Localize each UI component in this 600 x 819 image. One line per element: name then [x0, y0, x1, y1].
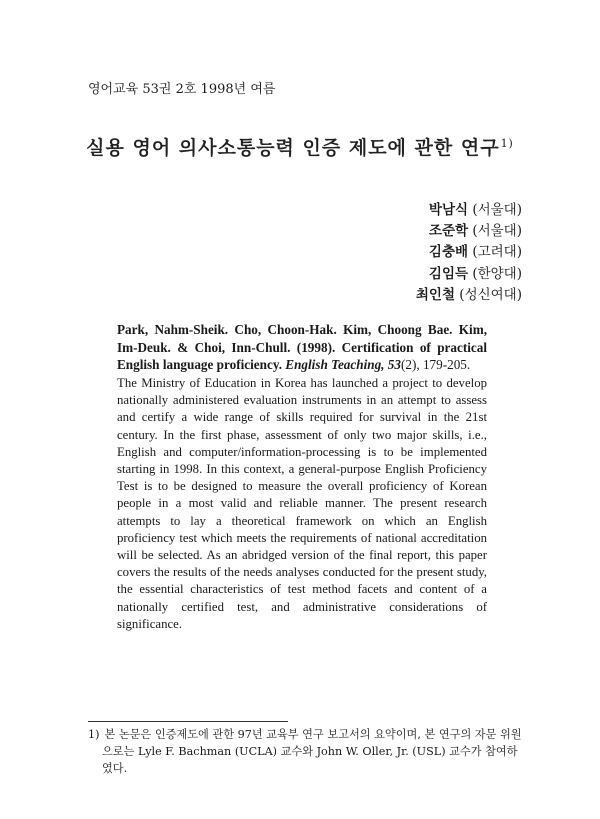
title-footnote-mark: 1) — [500, 136, 514, 150]
author-name: 박남식 — [428, 202, 469, 218]
author-affiliation: (서울대) — [472, 202, 522, 218]
author-affiliation: (고려대) — [472, 244, 522, 261]
paper-title — [0, 133, 600, 160]
running-head: 영어교육 53권 2호 1998년 여름 — [88, 82, 276, 97]
footnote — [88, 726, 528, 777]
author-affiliation: (한양대) — [472, 265, 522, 282]
footnote-line-1 — [88, 726, 528, 743]
citation-authors: Park, Nahm-Sheik. Cho, Choon-Hak. Kim, Choong Bae. Kim, Im-Deuk. & Choi, Inn-Chull. (1998). Certification of practical English language proficiency. — [117, 322, 487, 372]
footnote-line-2: 으로는 Lyle F. Bachman (UCLA) 교수와 John W. Oller, Jr. (USL) 교수가 참여하였다. — [102, 745, 518, 775]
author-name: 김충배 — [428, 244, 469, 261]
author-entry — [416, 285, 522, 306]
author-entry — [416, 264, 522, 285]
citation-journal: English Teaching, 53 — [285, 357, 401, 372]
author-name: 최인철 — [415, 286, 455, 303]
abstract: The Ministry of Education in Korea has launched a project to develop nationally administered evaluation instruments in an attempt to assess and certify a wide range of skills required for survival in the 21st century. In the first phase, assessment of only two major skills, i.e., English and computer/information-processing is to be implemented starting in 1998. In this context, a general-purpose English Proficiency Test is to be designed to measure the overall proficiency of Korean people in a most valid and reliable manner. The present research attempts to lay a theoretical framework on which an English proficiency test which meets the requirements of national accreditation will be selected. As an abridged version of the final report, this paper covers the results of the needs analyses conducted for the present study, the essential characteristics of test method facets and content of a nationally certified test, and administrative considerations of significance. — [117, 376, 487, 631]
author-entry — [416, 242, 522, 263]
footnote-mark: 1) — [88, 728, 100, 741]
citation — [117, 321, 487, 374]
author-entry — [416, 221, 522, 242]
author-affiliation: (성신여대) — [459, 286, 522, 303]
footnote-divider — [88, 721, 288, 722]
author-entry — [416, 200, 522, 221]
footnote-text-1: 본 논문은 인증제도에 관한 97년 교육부 연구 보고서의 요약이며, 본 연구의 자문 위원 — [104, 728, 522, 741]
author-affiliation: (서울대) — [472, 223, 522, 240]
title-text: 실용 영어 의사소통능력 인증 제도에 관한 연구 — [86, 137, 500, 159]
author-name: 조준학 — [428, 223, 469, 240]
author-list — [416, 200, 522, 306]
citation-issue-pages: (2), 179-205. — [400, 357, 471, 372]
author-name: 김임득 — [428, 265, 469, 282]
